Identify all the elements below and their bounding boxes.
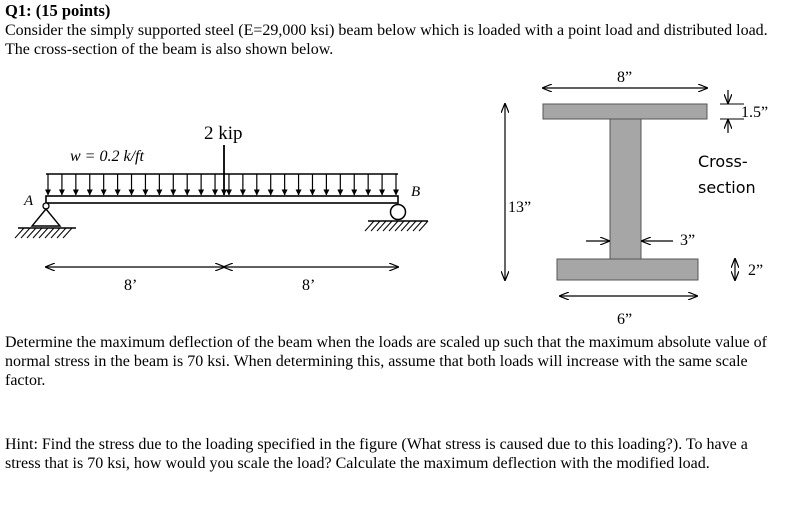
distributed-load-arrows <box>48 174 396 195</box>
support-b-label: B <box>411 184 421 200</box>
span-right-label: 8’ <box>302 277 316 294</box>
top-flange <box>543 104 707 119</box>
problem-statement: Consider the simply supported steel (E=29,000 ksi) beam below which is loaded with a point load and distributed load. The cross-section of the beam is also shown below. <box>5 22 768 58</box>
beam <box>46 196 398 203</box>
support-a-label: A <box>24 193 34 209</box>
cross-section-diagram <box>505 69 768 328</box>
cross-section-caption <box>698 152 756 197</box>
point-load-label: 2 kip <box>204 123 243 144</box>
web <box>610 119 641 259</box>
caption-line-1: Cross- <box>698 152 748 171</box>
beam-diagram <box>15 123 428 294</box>
span-left-label: 8’ <box>124 277 138 294</box>
hint-text: Hint: Find the stress due to the loading specified in the figure (What stress is caused due to this loading?). To have a stress that is 70 ksi, how would you scale the load? Calculate the maximum deflection with the modified load. <box>5 436 748 472</box>
ground-hatch-b <box>365 221 428 231</box>
roller-support-b <box>365 205 428 232</box>
caption-line-2: section <box>698 178 756 197</box>
bottom-flange-width-label: 6” <box>617 311 633 328</box>
bottom-flange <box>557 259 698 280</box>
total-depth-label: 13” <box>508 199 532 216</box>
distributed-load-label: w = 0.2 k/ft <box>70 148 144 165</box>
top-flange-width-label: 8” <box>617 69 633 86</box>
web-thickness-label: 3” <box>680 232 696 249</box>
question-heading: Q1: (15 points) <box>5 1 111 20</box>
ground-hatch-a <box>15 228 72 238</box>
bottom-flange-thickness-label: 2” <box>748 262 764 279</box>
top-flange-thickness-label: 1.5” <box>741 104 769 121</box>
task-statement: Determine the maximum deflection of the beam when the loads are scaled up such that the maximum absolute value of normal stress in the beam is 70 ksi. When determining this, assume that both loads will increase with the same scale factor. <box>5 334 767 389</box>
